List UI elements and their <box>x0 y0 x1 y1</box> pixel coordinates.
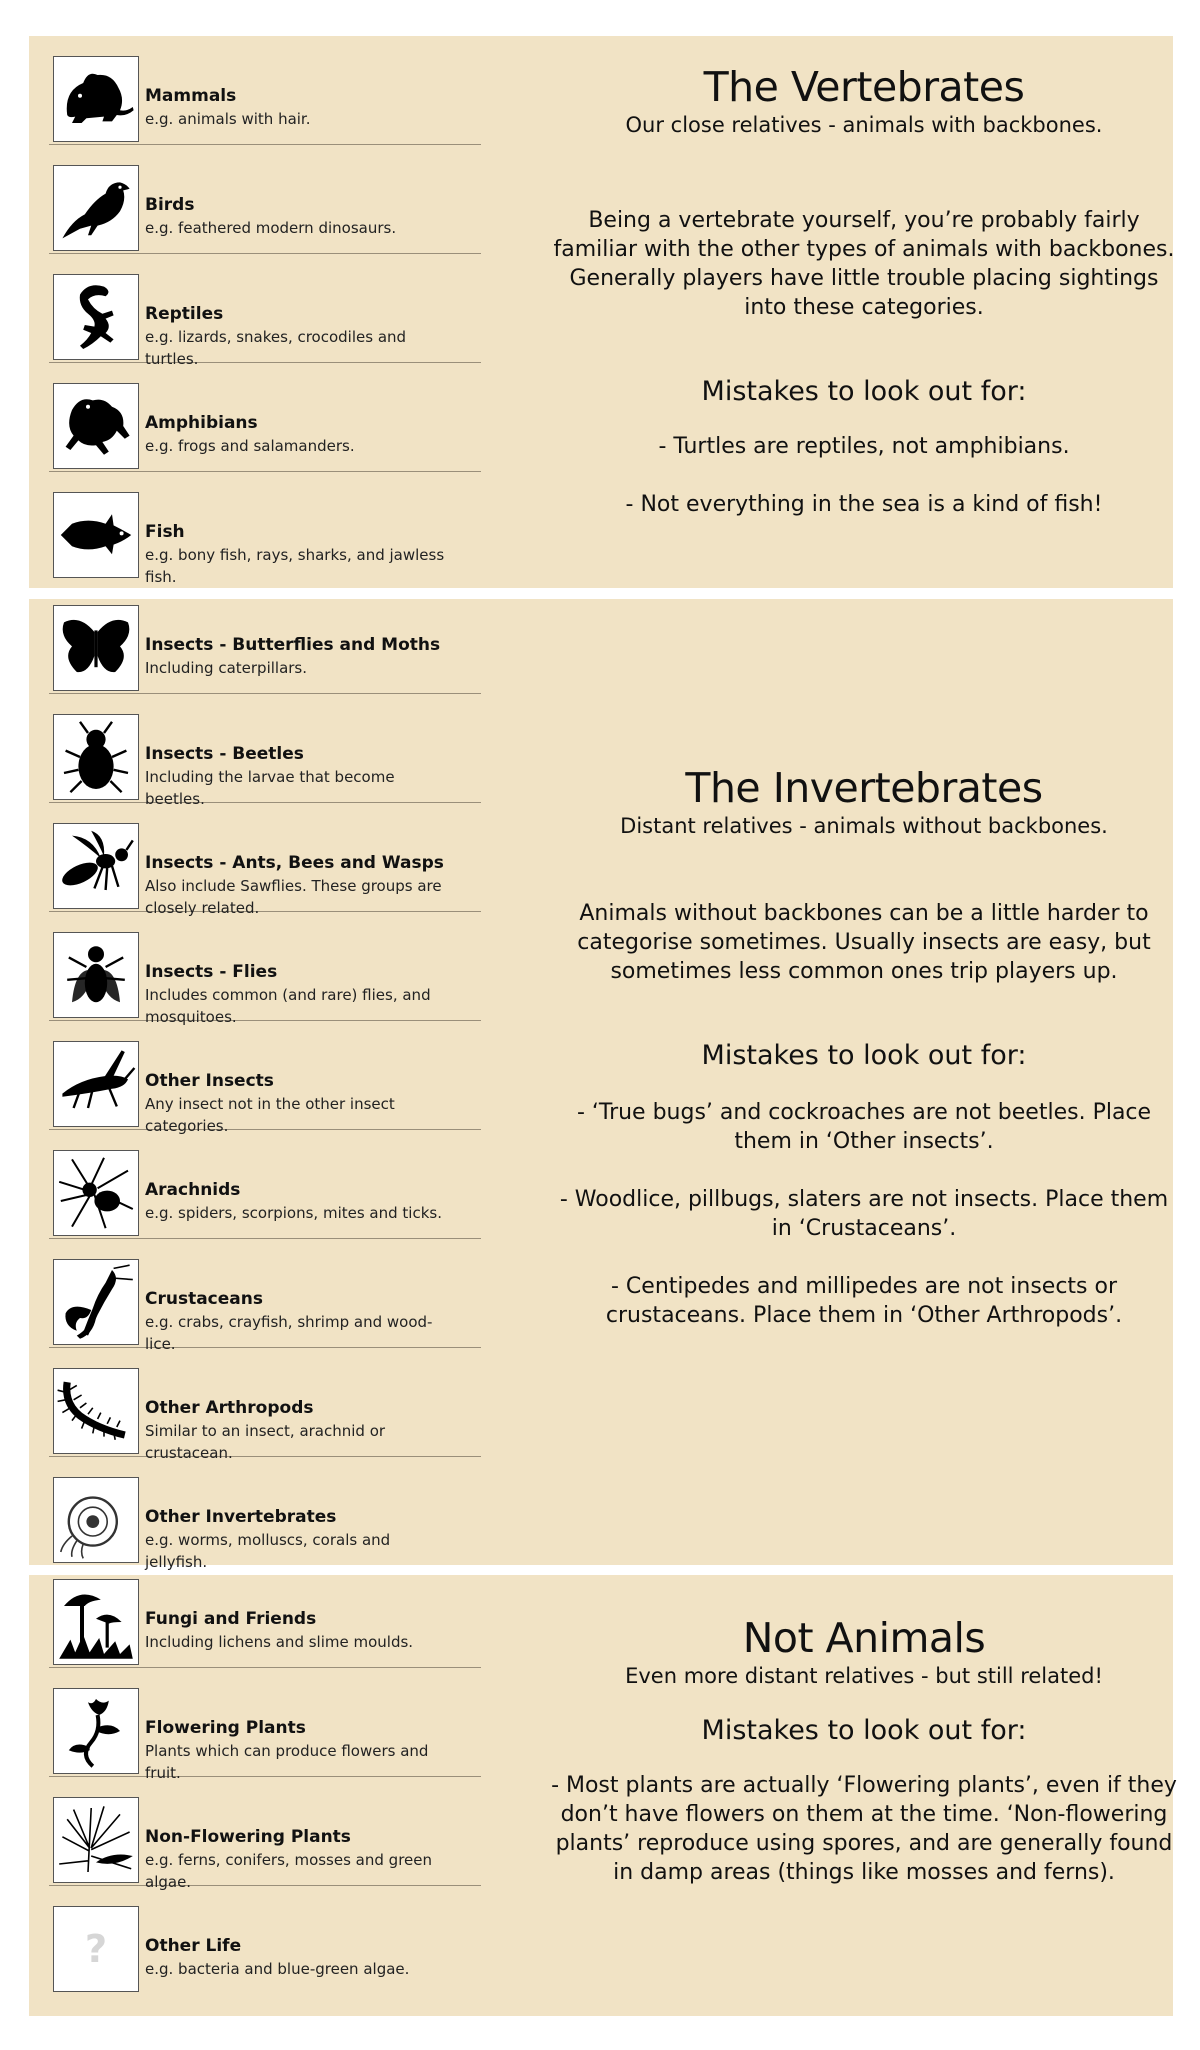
nautilus-icon <box>53 1477 139 1563</box>
item-title: Fish <box>145 522 185 542</box>
item-desc: e.g. lizards, snakes, crocodiles and turtles. <box>145 328 407 368</box>
list-item <box>49 803 481 917</box>
section-title: The Invertebrates <box>685 764 1043 812</box>
fern-icon <box>53 1797 139 1883</box>
bird-icon <box>53 165 139 251</box>
mistake-text: - Not everything in the sea is a kind of fish! <box>625 492 1103 517</box>
grasshopper-icon <box>53 1041 139 1127</box>
item-title: Other Life <box>145 1936 242 1956</box>
section-subtitle: Distant relatives - animals without backbones. <box>620 814 1108 838</box>
section-title: Not Animals <box>742 1614 986 1662</box>
list-item <box>49 1021 481 1135</box>
list-item <box>49 1239 481 1353</box>
fish-icon <box>53 492 139 578</box>
list-item <box>49 145 481 254</box>
item-title: Insects - Flies <box>145 962 278 982</box>
item-desc: e.g. spiders, scorpions, mites and ticks. <box>145 1204 442 1222</box>
item-desc: Including lichens and slime moulds. <box>145 1633 414 1651</box>
item-title: Insects - Ants, Bees and Wasps <box>145 853 444 873</box>
item-title: Flowering Plants <box>145 1718 306 1738</box>
list-item <box>49 36 481 145</box>
vertebrates-list <box>49 36 481 586</box>
list-item <box>49 254 481 368</box>
item-title: Other Invertebrates <box>145 1507 337 1527</box>
spider-icon <box>53 1150 139 1236</box>
item-title: Non-Flowering Plants <box>145 1827 351 1847</box>
list-item <box>49 1130 481 1239</box>
item-desc: Includes common (and rare) flies, and mosquitoes. <box>145 986 431 1026</box>
item-title: Insects - Butterflies and Moths <box>145 635 441 655</box>
mistake-text: - Turtles are reptiles, not amphibians. <box>658 434 1070 459</box>
vertebrates-panel <box>29 36 1173 588</box>
flower-icon <box>53 1688 139 1774</box>
item-title: Birds <box>145 195 195 215</box>
section-intro: Animals without backbones can be a little harder to categorise sometimes. Usually insects are easy, but sometimes less common ones trip players up. <box>577 901 1151 984</box>
not-animals-text <box>549 1615 1200 1887</box>
list-item <box>49 472 481 586</box>
item-desc: e.g. bacteria and blue-green algae. <box>145 1960 410 1978</box>
item-desc: Any insect not in the other insect categories. <box>145 1095 395 1135</box>
lizard-icon <box>53 274 139 360</box>
invertebrates-panel <box>29 599 1173 1571</box>
mistake-text: - Most plants are actually ‘Flowering plants’, even if they don’t have flowers on them at the time. ‘Non-flowering plants’ reproduce using spores, and are generally found in damp areas (things like mosses and ferns). <box>551 1773 1177 1885</box>
list-item <box>49 694 481 808</box>
item-desc: e.g. crabs, crayfish, shrimp and wood-lice. <box>145 1313 433 1353</box>
mistakes-title: Mistakes to look out for: <box>701 1040 1027 1071</box>
wasp-icon <box>53 823 139 909</box>
invertebrates-text <box>549 765 1200 1330</box>
mammal-icon <box>53 56 139 142</box>
list-item <box>49 912 481 1026</box>
item-title: Mammals <box>145 86 237 106</box>
list-item <box>49 1559 481 1668</box>
item-title: Other Arthropods <box>145 1398 314 1418</box>
lobster-icon <box>53 1259 139 1345</box>
list-item <box>49 1348 481 1462</box>
item-title: Insects - Beetles <box>145 744 304 764</box>
item-title: Other Insects <box>145 1071 274 1091</box>
item-desc: Including the larvae that become beetles. <box>145 768 395 808</box>
invertebrates-list <box>49 585 481 1571</box>
item-title: Arachnids <box>145 1180 241 1200</box>
item-desc: Also include Sawflies. These groups are closely related. <box>145 877 442 917</box>
list-item <box>49 1777 481 1891</box>
section-intro: Being a vertebrate yourself, you’re probably fairly familiar with the other types of animals with backbones. Generally players have little trouble placing sightings into these categories. <box>553 208 1175 320</box>
item-desc: e.g. frogs and salamanders. <box>145 437 355 455</box>
item-title: Fungi and Friends <box>145 1609 317 1629</box>
fly-icon <box>53 932 139 1018</box>
svg-text:?: ? <box>84 1926 108 1972</box>
item-desc: Including caterpillars. <box>145 659 308 677</box>
mistake-text: - Centipedes and millipedes are not insects or crustaceans. Place them in ‘Other Arthropods’. <box>605 1274 1123 1328</box>
question-icon <box>53 1906 139 1992</box>
not-animals-panel <box>29 1575 1177 2016</box>
item-title: Amphibians <box>145 413 258 433</box>
list-item <box>49 1457 481 1571</box>
frog-icon <box>53 383 139 469</box>
list-item <box>49 1668 481 1782</box>
mistakes-title: Mistakes to look out for: <box>701 376 1027 407</box>
centipede-icon <box>53 1368 139 1454</box>
item-title: Reptiles <box>145 304 224 324</box>
list-item <box>49 363 481 472</box>
item-title: Crustaceans <box>145 1289 263 1309</box>
mistake-text: - ‘True bugs’ and cockroaches are not beetles. Place them in ‘Other insects’. <box>576 1100 1152 1154</box>
list-item <box>49 1886 481 1994</box>
not-animals-list <box>49 1559 481 1994</box>
item-desc: Similar to an insect, arachnid or crustacean. <box>145 1422 386 1462</box>
mushroom-icon <box>53 1579 139 1665</box>
butterfly-icon <box>53 605 139 691</box>
item-desc: e.g. bony fish, rays, sharks, and jawless fish. <box>145 546 445 586</box>
section-subtitle: Our close relatives - animals with backbones. <box>625 113 1103 137</box>
item-desc: Plants which can produce flowers and fruit. <box>145 1742 429 1782</box>
item-desc: e.g. worms, molluscs, corals and jellyfish. <box>145 1531 391 1571</box>
beetle-icon <box>53 714 139 800</box>
section-title: The Vertebrates <box>703 63 1025 111</box>
item-desc: e.g. feathered modern dinosaurs. <box>145 219 397 237</box>
mistakes-title: Mistakes to look out for: <box>701 1715 1027 1746</box>
item-desc: e.g. ferns, conifers, mosses and green algae. <box>145 1851 432 1891</box>
item-desc: e.g. animals with hair. <box>145 110 311 128</box>
mistake-text: - Woodlice, pillbugs, slaters are not insects. Place them in ‘Crustaceans’. <box>559 1187 1169 1241</box>
vertebrates-text <box>549 64 1200 519</box>
section-subtitle: Even more distant relatives - but still related! <box>625 1664 1103 1688</box>
list-item <box>49 585 481 694</box>
